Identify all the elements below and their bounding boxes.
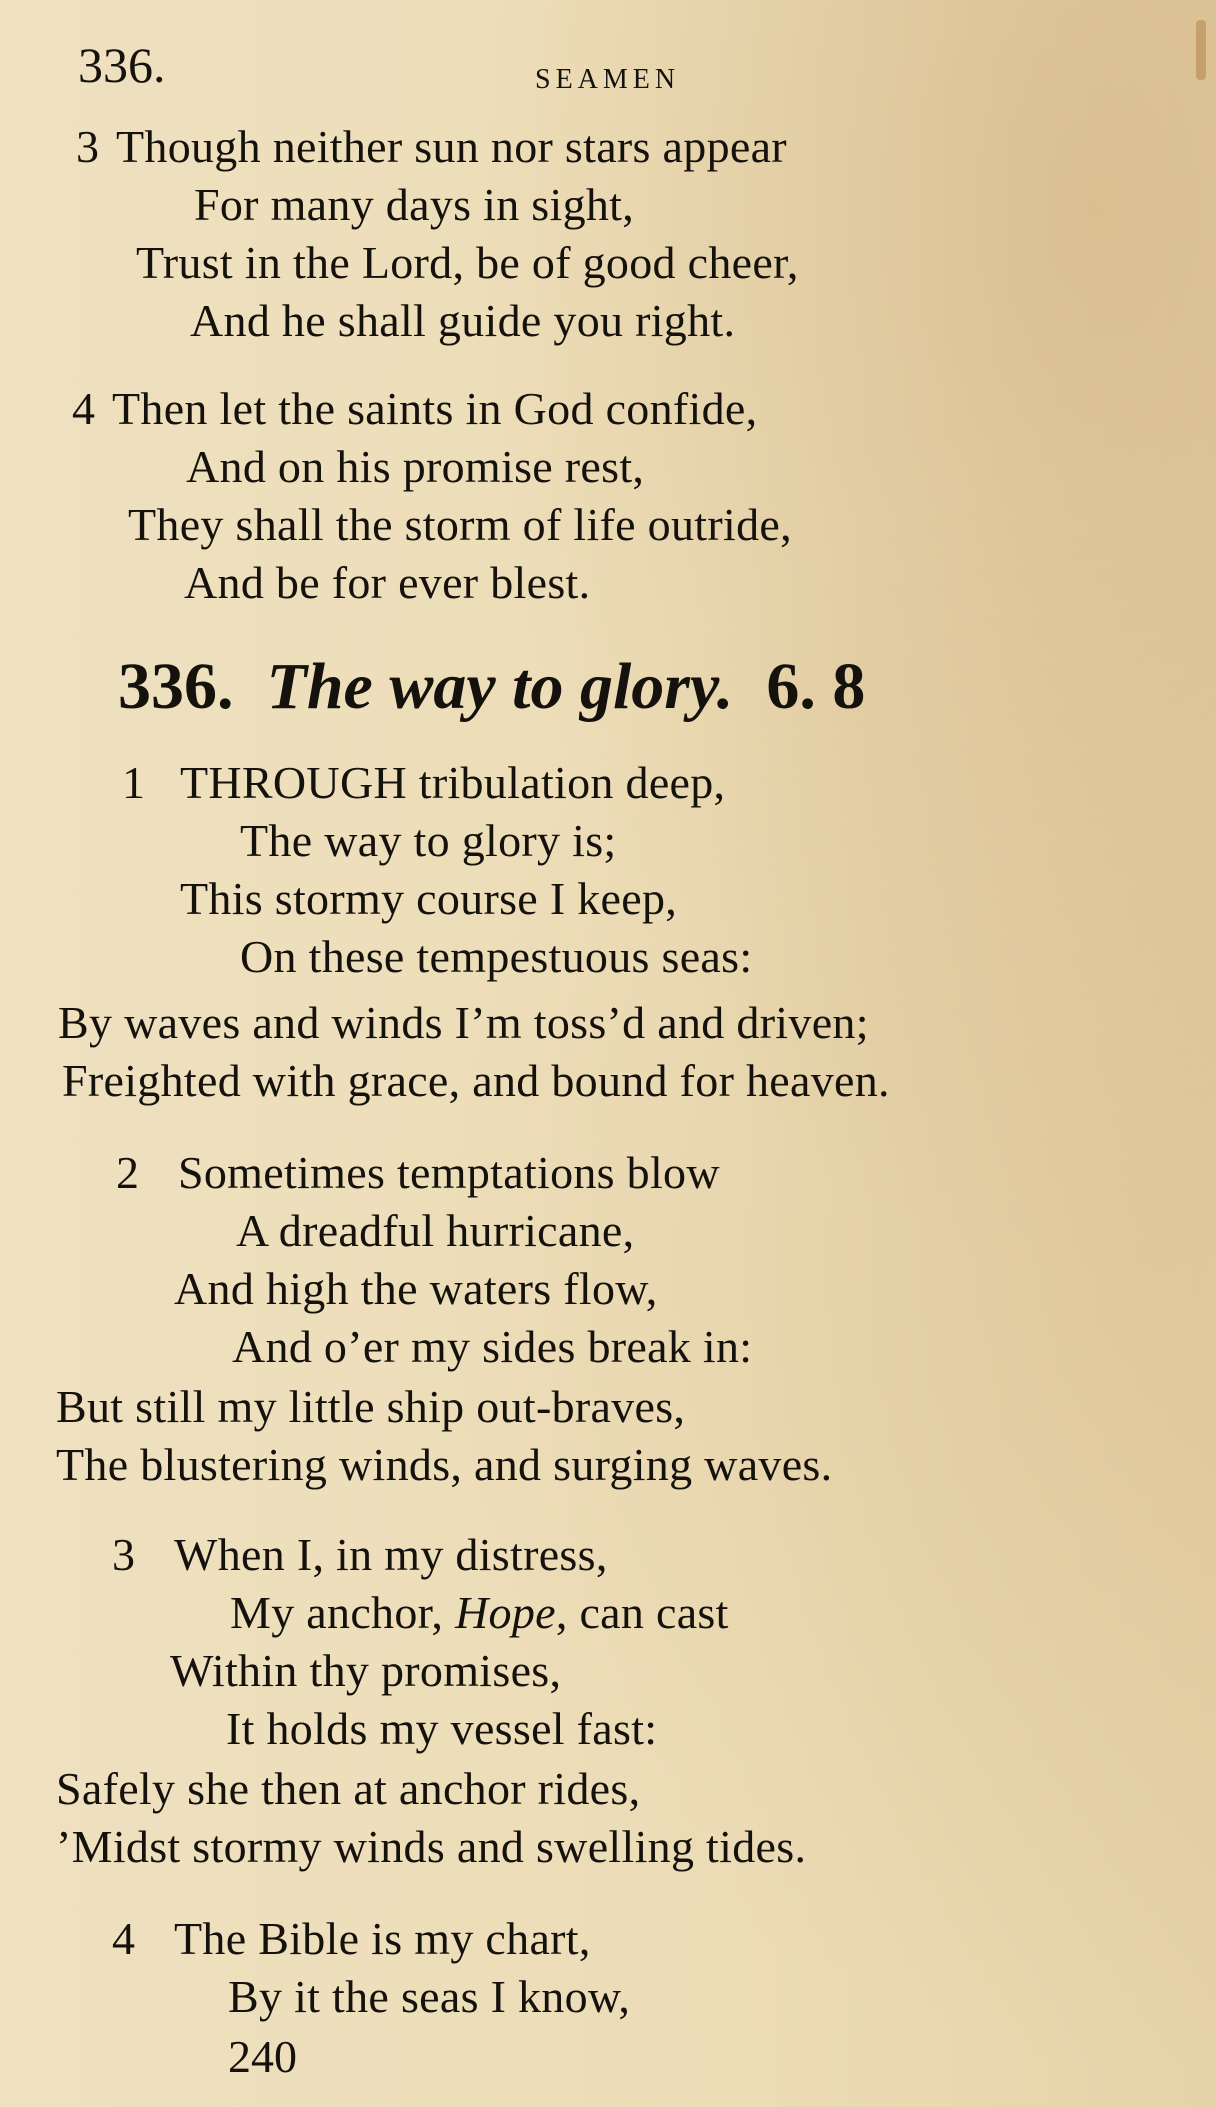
- verse-line: THROUGH tribulation deep,: [180, 757, 726, 808]
- stanza-2-line-2: A dreadful hurricane,: [236, 1205, 635, 1256]
- stanza-1-line-3: This stormy course I keep,: [180, 873, 678, 924]
- stanza-number: 3: [112, 1529, 136, 1580]
- prev-stanza-3-line-2: For many days in sight,: [194, 179, 635, 230]
- prev-stanza-3-line-3: Trust in the Lord, be of good cheer,: [136, 237, 799, 288]
- stanza-2-line-6: The blustering winds, and surging waves.: [56, 1439, 833, 1490]
- prev-stanza-4-line-3: They shall the storm of life outride,: [128, 499, 792, 550]
- stanza-number: 4: [72, 383, 96, 434]
- verse-line: Though neither sun nor stars appear: [116, 121, 787, 172]
- stanza-3-line-3: Within thy promises,: [170, 1645, 562, 1696]
- verse-line-start: My anchor,: [230, 1587, 456, 1638]
- stanza-2-line-5: But still my little ship out-braves,: [56, 1381, 686, 1432]
- hymn-heading: [118, 652, 865, 722]
- stanza-1-line-1: [122, 754, 725, 812]
- prev-stanza-4-line-2: And on his promise rest,: [186, 441, 645, 492]
- stanza-1-line-6: Freighted with grace, and bound for heaven.: [62, 1055, 890, 1106]
- hymn-title: The way to glory.: [266, 650, 734, 723]
- verse-line: When I, in my distress,: [174, 1529, 608, 1580]
- running-title: SEAMEN: [535, 64, 681, 95]
- footer-page-number: 240: [228, 2031, 297, 2082]
- stanza-4-line-1: [112, 1910, 591, 1968]
- verse-line: Sometimes temptations blow: [178, 1147, 720, 1198]
- stanza-3-line-2: [230, 1584, 729, 1642]
- stanza-3-line-5: Safely she then at anchor rides,: [56, 1763, 641, 1814]
- prev-stanza-3-line-4: And he shall guide you right.: [190, 295, 736, 346]
- verse-line: Then let the saints in God confide,: [112, 383, 758, 434]
- stanza-4-line-2: By it the seas I know,: [228, 1971, 631, 2022]
- stanza-number: 3: [76, 121, 100, 172]
- stanza-number: 1: [122, 757, 146, 808]
- page-edge-stain: [1196, 20, 1206, 80]
- stanza-2-line-1: [116, 1144, 720, 1202]
- hymn-meter: 6. 8: [766, 650, 866, 723]
- stanza-1-line-2: The way to glory is;: [240, 815, 617, 866]
- stanza-2-line-4: And o’er my sides break in:: [232, 1321, 753, 1372]
- stanza-number: 2: [116, 1147, 140, 1198]
- prev-stanza-4-line-4: And be for ever blest.: [184, 557, 591, 608]
- stanza-3-line-6: ’Midst stormy winds and swelling tides.: [56, 1821, 807, 1872]
- stanza-1-line-5: By waves and winds I’m toss’d and driven;: [58, 997, 869, 1048]
- stanza-3-line-4: It holds my vessel fast:: [226, 1703, 658, 1754]
- stanza-2-line-3: And high the waters flow,: [174, 1263, 658, 1314]
- stanza-1-line-4: On these tempestuous seas:: [240, 931, 753, 982]
- italic-word: Hope: [455, 1587, 556, 1638]
- hymn-number: 336.: [118, 650, 234, 723]
- verse-line-end: , can cast: [555, 1587, 729, 1638]
- verse-line: The Bible is my chart,: [174, 1913, 591, 1964]
- prev-stanza-3-line-1: [76, 118, 787, 176]
- stanza-3-line-1: [112, 1526, 608, 1584]
- prev-stanza-4-line-1: [72, 380, 757, 438]
- header-page-number: 336.: [78, 37, 166, 93]
- stanza-number: 4: [112, 1913, 136, 1964]
